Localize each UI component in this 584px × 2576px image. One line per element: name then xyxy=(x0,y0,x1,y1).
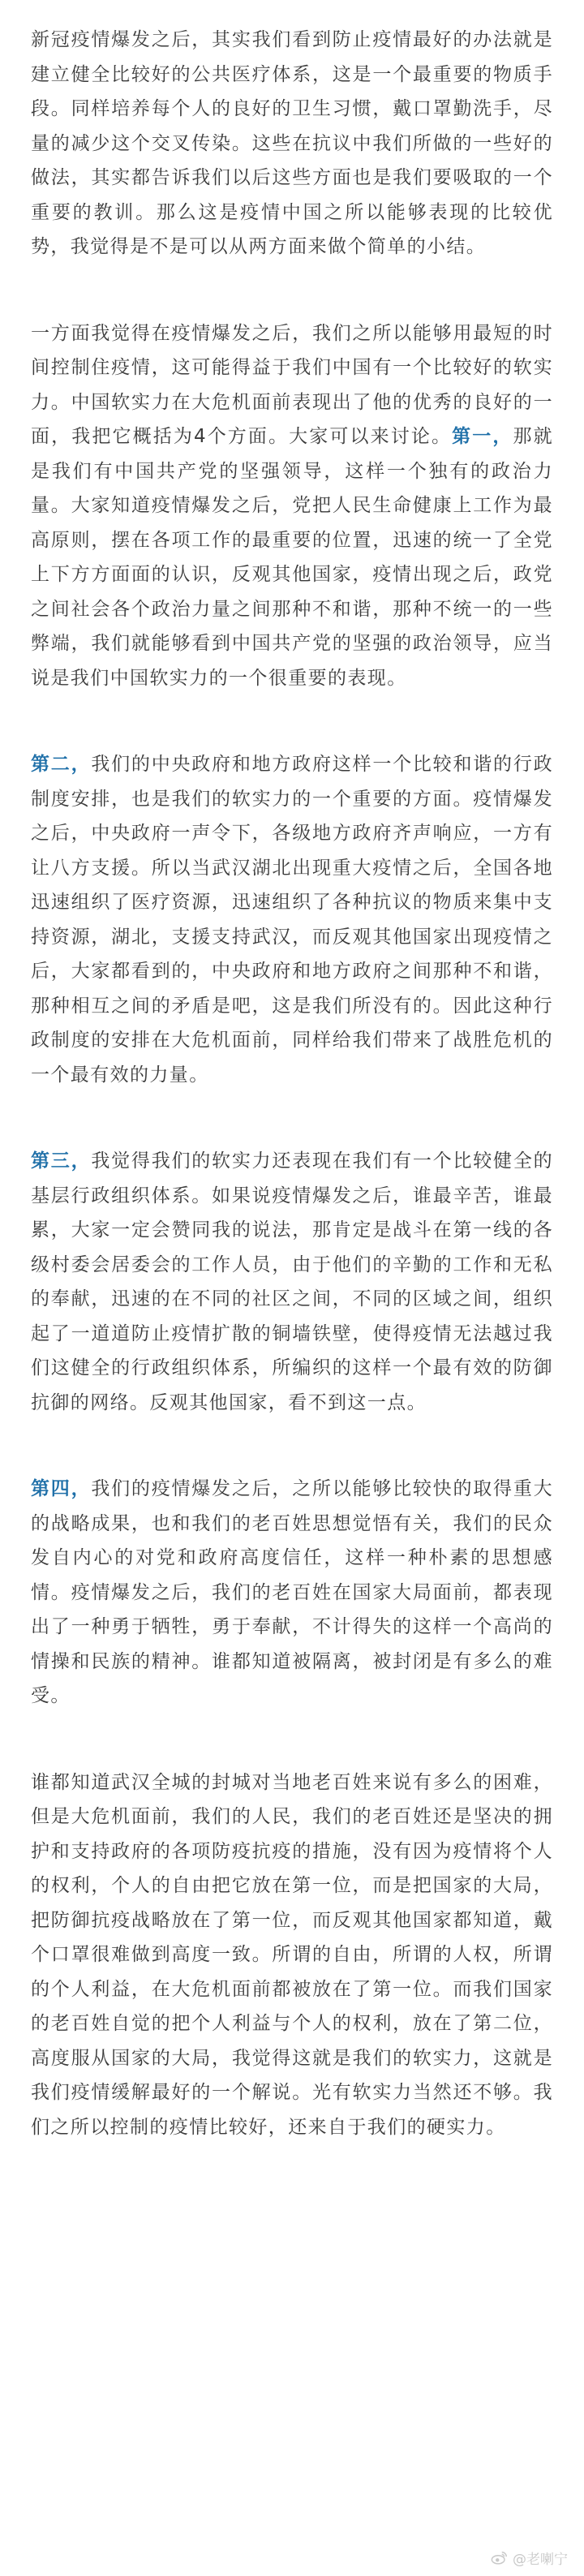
watermark-text: @老喇宁 xyxy=(513,2552,568,2568)
paragraph-point-four xyxy=(31,1472,553,1714)
paragraph-text: 我们的中央政府和地方政府这样一个比较和谐的行政制度安排，也是我们的软实力的一个重要的方面。疫情爆发之后，中央政府一声令下，各级地方政府齐声响应，一方有让八方支援。所以当武汉湖北出现重大疫情之后，全国各地迅速组织了医疗资源，迅速组织了各种抗议的物质来集中支持资源，湖北，支援支持武汉，而反观其他国家出现疫情之后，大家都看到的，中央政府和地方政府之间那种不和谐，那种相互之间的矛盾是吧，这是我们所没有的。因此这种行政制度的安排在大危机面前，同样给我们带来了战胜危机的一个最有效的力量。 xyxy=(31,754,554,1086)
point-lead-second: 第二， xyxy=(31,754,92,775)
paragraph-point-one xyxy=(31,316,553,696)
paragraph-text: 我们的疫情爆发之后，之所以能够比较快的取得重大的战略成果，也和我们的老百姓思想觉悟有关，我们的民众发自内心的对党和政府高度信任，这样一种朴素的思想感情。疫情爆发之后，我们的老百姓在国家大局面前，都表现出了一种勇于牺牲，勇于奉献，不计得失的这样一个高尚的情操和民族的精神。谁都知道被隔离，被封闭是有多么的难受。 xyxy=(31,1478,554,1706)
paragraph-conclusion xyxy=(31,1765,553,2145)
paragraph-text: 新冠疫情爆发之后，其实我们看到防止疫情最好的办法就是建立健全比较好的公共医疗体系，这是一个最重要的物质手段。同样培养每个人的良好的卫生习惯，戴口罩勤洗手，尽量的减少这个交叉传染。这些在抗议中我们所做的一些好的做法，其实都告诉我们以后这些方面也是我们要吸取的一个重要的教训。那么这是疫情中国之所以能够表现的比较优势，我觉得是不是可以从两方面来做个简单的小结。 xyxy=(31,29,553,257)
point-lead-fourth: 第四， xyxy=(31,1478,92,1499)
point-lead-third: 第三， xyxy=(31,1150,92,1172)
paragraph-point-two xyxy=(31,747,553,1092)
paragraph-text: 谁都知道武汉全城的封城对当地老百姓来说有多么的困难，但是大危机面前，我们的人民，我们的老百姓还是坚决的拥护和支持政府的各项防疫抗疫的措施，没有因为疫情将个人的权利，个人的自由把它放在第一位，而是把国家的大局，把防御抗疫战略放在了第一位，而反观其他国家都知道，戴个口罩很难做到高度一致。所谓的自由，所谓的人权，所谓的个人利益，在大危机面前都被放在了第一位。而我们国家的老百姓自觉的把个人利益与个人的权利，放在了第二位，高度服从国家的大局，我觉得这就是我们的软实力，这就是我们疫情缓解最好的一个解说。光有软实力当然还不够。我们之所以控制的疫情比较好，还来自于我们的硬实力。 xyxy=(31,1771,553,2138)
paragraph-intro xyxy=(31,23,553,264)
weibo-icon xyxy=(491,2549,509,2567)
weibo-watermark xyxy=(491,2548,568,2568)
point-lead-first: 第一， xyxy=(452,426,513,447)
paragraph-text: 一方面我觉得在疫情爆发之后，我们之所以能够用最短的时间控制住疫情，这可能得益于我们中国有一个比较好的软实力。中国软实力在大危机面前表现出了他的优秀的良好的一面，我把它概括为4个方面。大家可以来讨论。 xyxy=(31,322,553,447)
paragraph-text: 我觉得我们的软实力还表现在我们有一个比较健全的基层行政组织体系。如果说疫情爆发之后，谁最辛苦，谁最累，大家一定会赞同我的说法，那肯定是战斗在第一线的各级村委会居委会的工作人员，由于他们的辛勤的工作和无私的奉献，迅速的在不同的社区之间，不同的区域之间，组织起了一道道防止疫情扩散的铜墙铁壁，使得疫情无法越过我们这健全的行政组织体系，所编织的这样一个最有效的防御抗御的网络。反观其他国家，看不到这一点。 xyxy=(31,1150,554,1413)
paragraph-text: 那就是我们有中国共产党的坚强领导，这样一个独有的政治力量。大家知道疫情爆发之后，党把人民生命健康上工作为最高原则，摆在各项工作的最重要的位置，迅速的统一了全党上下方方面面的认识，反观其他国家，疫情出现之后，政党之间社会各个政治力量之间那种不和谐，那种不统一的一些弊端，我们就能够看到中国共产党的坚强的政治领导，应当说是我们中国软实力的一个很重要的表现。 xyxy=(31,426,553,689)
paragraph-point-three xyxy=(31,1144,553,1420)
